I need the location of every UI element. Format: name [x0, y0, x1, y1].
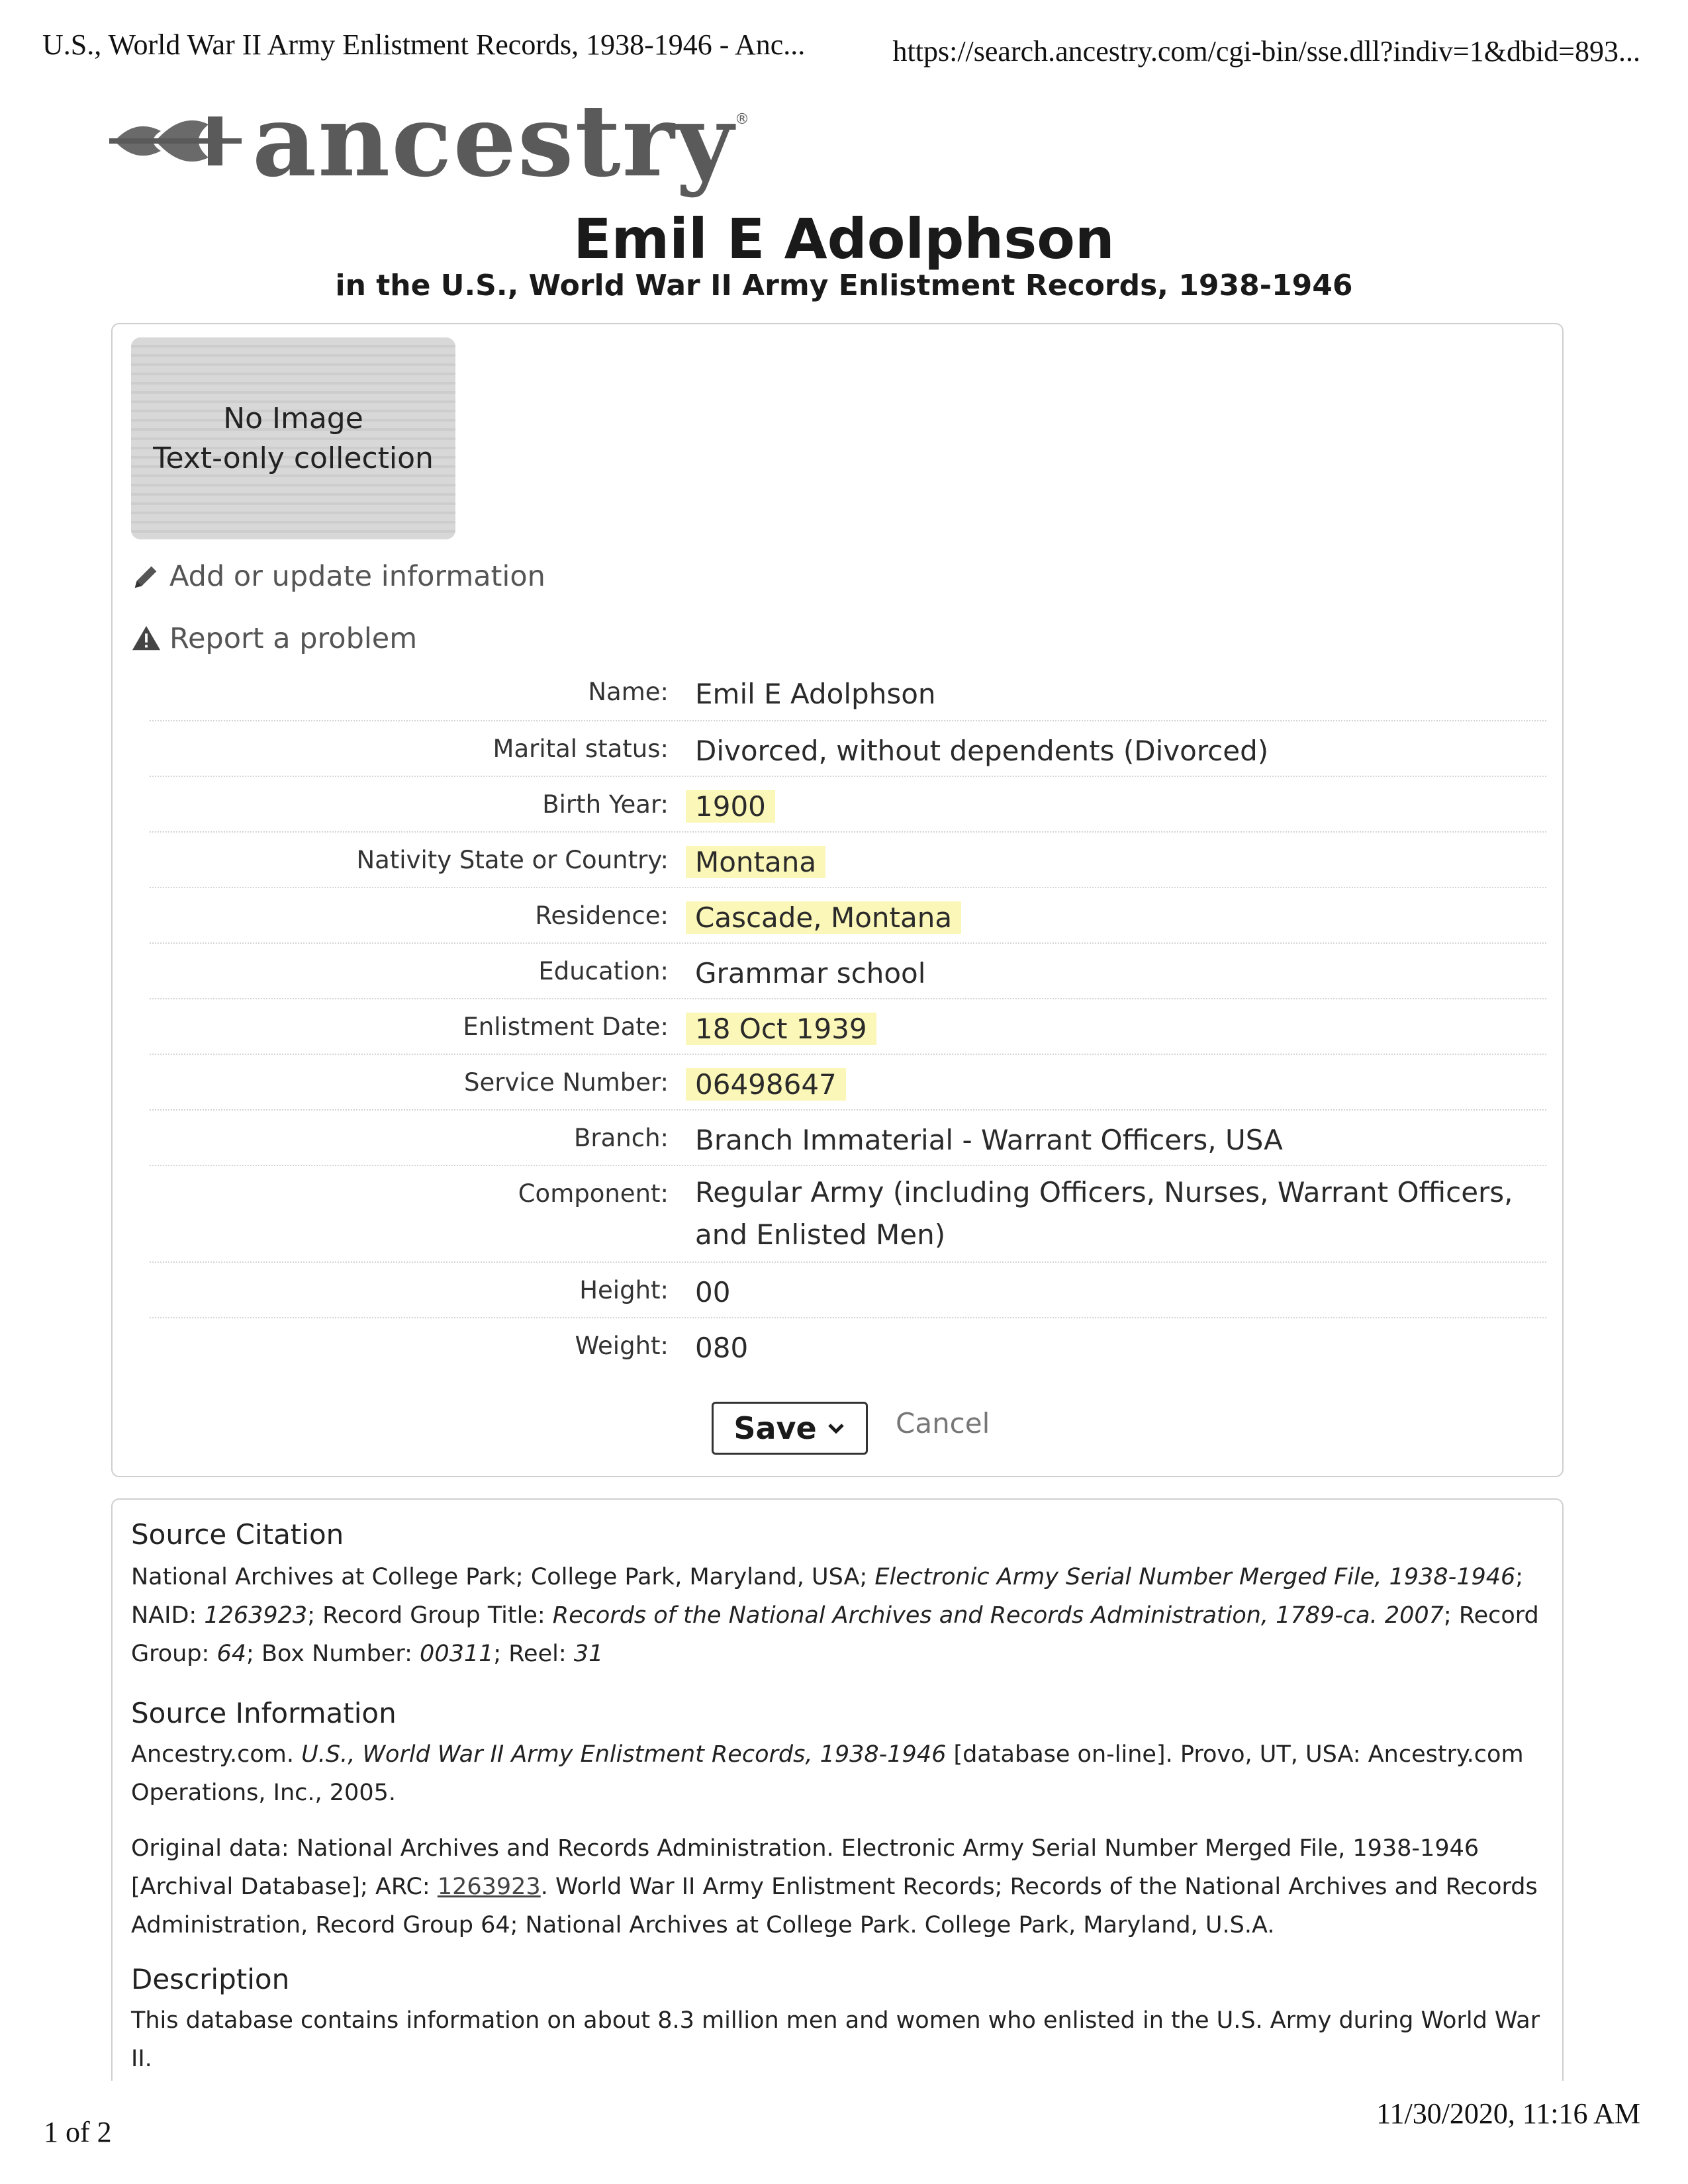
source-citation-heading: Source Citation — [131, 1518, 344, 1551]
warning-icon — [131, 623, 162, 654]
report-problem-link[interactable] — [131, 622, 417, 655]
field-value: Branch Immaterial - Warrant Officers, USA — [695, 1124, 1283, 1156]
field-row-service-number — [150, 1055, 1546, 1111]
citation-segment: Records of the National Archives and Records Administration, 1789-ca. 2007 — [552, 1602, 1444, 1629]
add-update-link[interactable] — [131, 560, 545, 593]
source-segment: . World War II Army Enlistment Records; Records of the National Archives and Records Administration, Record Group 64; National Archives at College Park. College Park, Maryland, U.S.A. — [131, 1874, 1538, 1938]
collection-subtitle: in the U.S., World War II Army Enlistment Records, 1938-1946 — [335, 269, 1353, 302]
print-datetime: 11/30/2020, 11:16 AM — [1376, 2097, 1640, 2130]
field-value: 00 — [695, 1276, 731, 1308]
source-card — [111, 1498, 1564, 2081]
print-header-title: U.S., World War II Army Enlistment Records, 1938-1946 - Anc... — [42, 28, 806, 61]
save-button[interactable] — [712, 1402, 868, 1455]
citation-segment: 31 — [573, 1641, 604, 1667]
field-value: Divorced, without dependents (Divorced) — [695, 735, 1269, 767]
field-value: Grammar school — [695, 957, 926, 989]
field-row-education — [150, 944, 1546, 999]
field-row-nativity — [150, 833, 1546, 888]
description-heading: Description — [131, 1963, 290, 1995]
no-image-placeholder — [131, 338, 455, 539]
save-label: Save — [733, 1410, 817, 1446]
field-label: Marital status: — [492, 735, 669, 763]
citation-segment: Electronic Army Serial Number Merged File, 1938-1946 — [874, 1564, 1516, 1590]
field-label: Enlistment Date: — [463, 1013, 669, 1041]
registered-mark: ® — [734, 111, 749, 128]
field-label: Name: — [588, 678, 669, 706]
source-information-heading: Source Information — [131, 1697, 397, 1729]
field-row-weight — [150, 1318, 1546, 1374]
logo-wordmark: ancestry — [252, 83, 735, 199]
field-row-enlistment-date — [150, 999, 1546, 1055]
field-label: Residence: — [535, 901, 669, 930]
field-value: 18 Oct 1939 — [686, 1013, 876, 1045]
citation-segment: ; NAID: — [131, 1564, 1524, 1629]
ancestry-logo[interactable] — [109, 83, 749, 199]
field-label: Birth Year: — [542, 790, 669, 819]
cancel-link[interactable]: Cancel — [896, 1407, 990, 1439]
field-value: 1900 — [686, 790, 775, 823]
source-segment: Ancestry.com. — [131, 1741, 302, 1768]
citation-segment: ; Box Number: — [246, 1641, 420, 1667]
add-update-label: Add or update information — [169, 560, 545, 593]
citation-segment: ; Reel: — [493, 1641, 574, 1667]
field-value: Emil E Adolphson — [695, 678, 936, 710]
arc-link[interactable]: 1263923 — [437, 1874, 541, 1900]
field-row-branch — [150, 1111, 1546, 1166]
field-row-name — [150, 668, 1546, 721]
print-page-number: 1 of 2 — [44, 2116, 112, 2148]
record-fields — [150, 668, 1546, 1374]
source-citation-text — [131, 1558, 1541, 1673]
field-label: Service Number: — [464, 1068, 669, 1097]
field-label: Education: — [538, 957, 669, 985]
no-image-label: No Image — [223, 401, 363, 435]
field-label: Nativity State or Country: — [356, 846, 669, 874]
field-label: Branch: — [574, 1124, 669, 1152]
report-problem-label: Report a problem — [169, 622, 418, 655]
original-data-text — [131, 1829, 1541, 1944]
source-information-text — [131, 1735, 1541, 1812]
source-segment: U.S., World War II Army Enlistment Records, 1938-1946 — [301, 1741, 947, 1768]
field-value: Cascade, Montana — [686, 901, 961, 934]
field-row-component — [150, 1166, 1546, 1263]
chevron-down-icon — [826, 1418, 846, 1438]
page-title: Emil E Adolphson — [573, 206, 1115, 271]
citation-segment: 64 — [216, 1641, 247, 1667]
field-value: 080 — [695, 1332, 749, 1364]
citation-segment: ; Record Group Title: — [307, 1602, 553, 1629]
ancestry-leaf-icon — [109, 105, 248, 177]
record-card — [111, 323, 1564, 1477]
citation-segment: 1263923 — [204, 1602, 308, 1629]
field-label: Height: — [579, 1276, 669, 1304]
print-header-url: https://search.ancestry.com/cgi-bin/sse.dll?indiv=1&dbid=893... — [892, 35, 1640, 68]
text-only-label: Text-only collection — [153, 441, 434, 475]
citation-segment: ; Record Group: — [131, 1602, 1539, 1667]
field-row-height — [150, 1263, 1546, 1318]
field-row-birth-year — [150, 777, 1546, 833]
field-value: Montana — [686, 846, 825, 878]
source-segment: Original data: National Archives and Records Administration. Electronic Army Serial Number Merged File, 1938-1946 [Archival Database]; ARC: — [131, 1835, 1479, 1900]
pencil-icon — [131, 561, 162, 592]
citation-segment: 00311 — [420, 1641, 494, 1667]
field-label: Weight: — [575, 1332, 669, 1360]
field-row-residence — [150, 888, 1546, 944]
description-text: This database contains information on about 8.3 million men and women who enlisted in the U.S. Army during World War II. — [131, 2007, 1540, 2072]
field-row-marital-status — [150, 721, 1546, 777]
citation-segment: National Archives at College Park; College Park, Maryland, USA; — [131, 1564, 875, 1590]
field-label: Component: — [518, 1179, 669, 1208]
source-segment: [database on-line]. Provo, UT, USA: Ancestry.com Operations, Inc., 2005. — [131, 1741, 1524, 1806]
field-value: 06498647 — [686, 1068, 846, 1101]
field-value: Regular Army (including Officers, Nurses, Warrant Officers, and Enlisted Men) — [695, 1176, 1513, 1251]
